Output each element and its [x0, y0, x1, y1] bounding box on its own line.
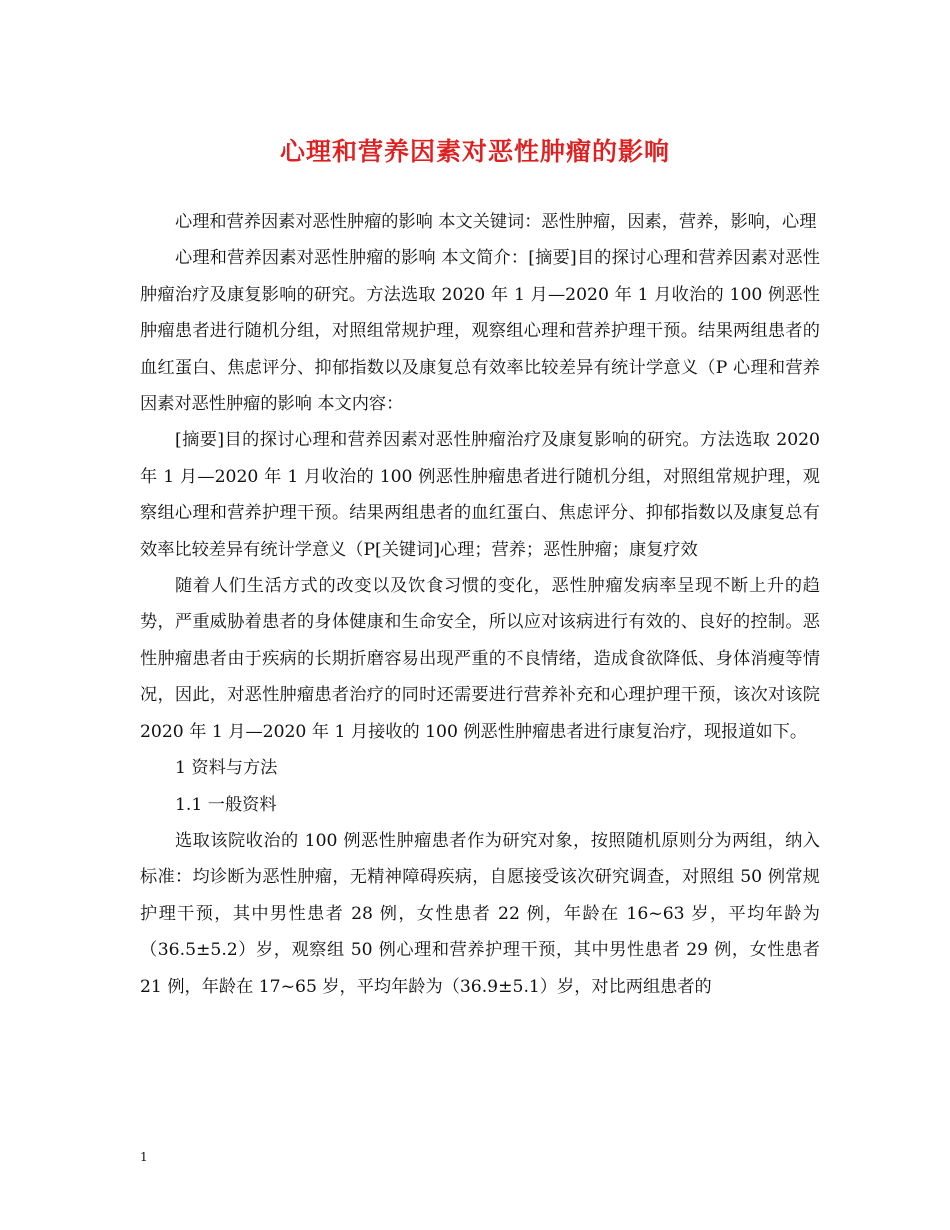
- paragraph-keywords: 心理和营养因素对恶性肿瘤的影响 本文关键词：恶性肿瘤，因素，营养，影响，心理: [175, 212, 817, 232]
- section-heading: 1 资料与方法: [175, 758, 278, 779]
- document-body: [140, 204, 820, 1005]
- paragraph-summary: 心理和营养因素对恶性肿瘤的影响 本文简介：[摘要]目的探讨心理和营养因素对恶性肿瘤治疗及康复影响的研究。方法选取 2020 年 1 月—2020 年 1 月收治的 100 例恶性肿瘤患者进行随机分组，对照组常规护理，观察组心理和营养护理干预。结果两组患者的血红蛋白、焦虑评分、抑郁指数以及康复总有效率比较差异有统计学意义（P 心理和营养因素对恶性肿瘤的影响 本文内容：: [140, 248, 820, 415]
- page-number: 1: [140, 1150, 148, 1164]
- paragraph-abstract: [摘要]目的探讨心理和营养因素对恶性肿瘤治疗及康复影响的研究。方法选取 2020 年 1 月—2020 年 1 月收治的 100 例恶性肿瘤患者进行随机分组，对照组常规护理，观察组心理和营养护理干预。结果两组患者的血红蛋白、焦虑评分、抑郁指数以及康复总有效率比较差异有统计学意义（P[关键词]心理；营养；恶性肿瘤；康复疗效: [140, 430, 820, 560]
- paragraph-introduction: 随着人们生活方式的改变以及饮食习惯的变化，恶性肿瘤发病率呈现不断上升的趋势，严重威胁着患者的身体健康和生命安全，所以应对该病进行有效的、良好的控制。恶性肿瘤患者由于疾病的长期折磨容易出现严重的不良情绪，造成食欲降低、身体消瘦等情况，因此，对恶性肿瘤患者治疗的同时还需要进行营养补充和心理护理干预，该次对该院 2020 年 1 月—2020 年 1 月接收的 100 例恶性肿瘤患者进行康复治疗，现报道如下。: [140, 576, 820, 742]
- subsection-heading: 1.1 一般资料: [175, 794, 277, 815]
- paragraph-general-data: 选取该院收治的 100 例恶性肿瘤患者作为研究对象，按照随机原则分为两组，纳入标准：均诊断为恶性肿瘤，无精神障碍疾病，自愿接受该次研究调查，对照组 50 例常规护理干预，其中男性患者 28 例，女性患者 22 例，年龄在 16~63 岁，平均年龄为（36.5±5.2）岁，观察组 50 例心理和营养护理干预，其中男性患者 29 例，女性患者 21 例，年龄在 17~65 岁，平均年龄为（36.9±5.1）岁，对比两组患者的: [140, 830, 820, 997]
- document-title: 心理和营养因素对恶性肿瘤的影响: [279, 137, 670, 166]
